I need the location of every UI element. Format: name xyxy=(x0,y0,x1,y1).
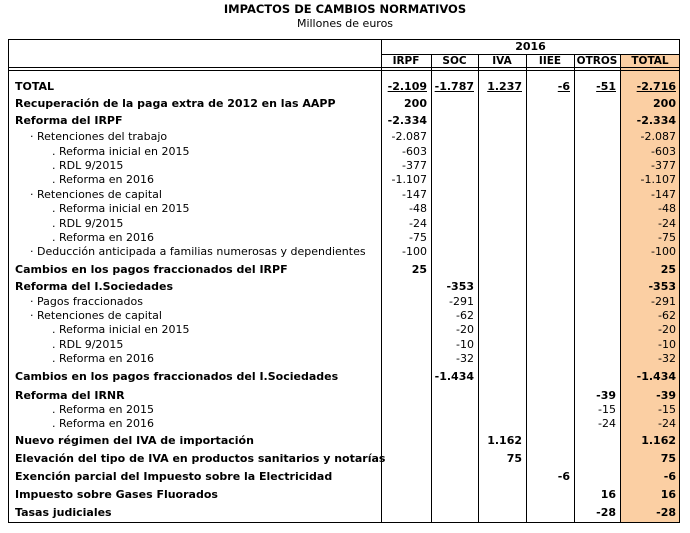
header-double-line xyxy=(8,70,680,71)
cell-soc: -20 xyxy=(456,323,474,336)
cell-iiee: -6 xyxy=(557,80,570,93)
row-label: Reforma del I.Sociedades xyxy=(15,280,174,293)
table-row xyxy=(0,79,690,95)
table-row xyxy=(0,279,690,295)
cell-irpf: -24 xyxy=(409,217,427,230)
report-title: IMPACTOS DE CAMBIOS NORMATIVOS xyxy=(223,2,467,16)
table-row xyxy=(0,129,690,145)
row-label: . Reforma en 2015 xyxy=(52,403,155,416)
cell-total: -10 xyxy=(658,338,676,351)
cell-total: -24 xyxy=(658,417,676,430)
row-label: Nuevo régimen del IVA de importación xyxy=(15,434,254,447)
row-label: . Reforma inicial en 2015 xyxy=(52,323,190,336)
bullet-dot: · xyxy=(30,245,37,258)
table-row xyxy=(0,469,690,485)
row-label: Impuesto sobre Gases Fluorados xyxy=(15,488,218,501)
cell-otros: -51 xyxy=(596,80,616,93)
column-header-iva: IVA xyxy=(492,55,512,67)
cell-total: -48 xyxy=(658,202,676,215)
cell-total: -147 xyxy=(651,188,676,201)
row-label: Cambios en los pagos fraccionados del IRPF xyxy=(15,263,288,276)
cell-otros: -15 xyxy=(598,403,616,416)
cell-total: 1.162 xyxy=(641,434,676,447)
table-row xyxy=(0,451,690,467)
column-header-irpf: IRPF xyxy=(392,55,420,67)
row-label: Deducción anticipada a familias numerosas y dependientes xyxy=(37,245,366,258)
cell-soc: -1.787 xyxy=(434,80,474,93)
cell-total: -2.087 xyxy=(640,130,676,143)
bullet-dot: · xyxy=(30,309,37,322)
row-label: Retenciones del trabajo xyxy=(37,130,168,143)
cell-total: -32 xyxy=(658,352,676,365)
cell-total: -39 xyxy=(656,389,676,402)
row-label: Reforma del IRNR xyxy=(15,389,125,402)
table-row xyxy=(0,487,690,503)
row-label: . Reforma inicial en 2015 xyxy=(52,145,190,158)
cell-irpf: -100 xyxy=(402,245,427,258)
cell-total: -2.334 xyxy=(636,114,676,127)
cell-total: -1.434 xyxy=(636,370,676,383)
bullet-dot: · xyxy=(30,295,37,308)
row-label: . Reforma en 2016 xyxy=(52,417,155,430)
cell-total: 75 xyxy=(660,452,676,465)
cell-total: -28 xyxy=(656,506,676,519)
cell-total: -20 xyxy=(658,323,676,336)
bullet-dot: · xyxy=(30,130,37,143)
column-header-iiee: IIEE xyxy=(538,55,562,67)
row-label: . Reforma inicial en 2015 xyxy=(52,202,190,215)
year-header: 2016 xyxy=(515,40,546,53)
cell-total: -75 xyxy=(658,231,676,244)
cell-total: 200 xyxy=(653,97,676,110)
row-label: Retenciones de capital xyxy=(37,188,162,201)
cell-total: -100 xyxy=(651,245,676,258)
cell-irpf: -2.334 xyxy=(387,114,427,127)
cell-total: -353 xyxy=(648,280,676,293)
header-bottom-line xyxy=(8,67,680,68)
table-row xyxy=(0,505,690,521)
cell-otros: -28 xyxy=(596,506,616,519)
cell-soc: -32 xyxy=(456,352,474,365)
row-label: TOTAL xyxy=(15,80,55,93)
cell-soc: -62 xyxy=(456,309,474,322)
bullet-dot: · xyxy=(30,188,37,201)
cell-soc: -1.434 xyxy=(434,370,474,383)
cell-irpf: -2.109 xyxy=(387,80,427,93)
row-label: Tasas judiciales xyxy=(15,506,112,519)
report-subtitle: Millones de euros xyxy=(296,17,394,30)
cell-iva: 1.237 xyxy=(487,80,522,93)
cell-soc: -10 xyxy=(456,338,474,351)
row-label-wrap xyxy=(30,129,167,145)
column-header-total: TOTAL xyxy=(631,55,669,67)
cell-iiee: -6 xyxy=(557,470,570,483)
row-label: . Reforma en 2016 xyxy=(52,231,155,244)
table-row xyxy=(0,433,690,449)
table-row xyxy=(0,113,690,129)
row-label: . RDL 9/2015 xyxy=(52,159,124,172)
cell-total: -291 xyxy=(651,295,676,308)
cell-total: -24 xyxy=(658,217,676,230)
cell-total: -2.716 xyxy=(636,80,676,93)
table-row xyxy=(0,201,690,217)
cell-total: -15 xyxy=(658,403,676,416)
cell-irpf: -75 xyxy=(409,231,427,244)
cell-iva: 1.162 xyxy=(487,434,522,447)
table-row xyxy=(0,96,690,112)
cell-irpf: 200 xyxy=(404,97,427,110)
row-label: Pagos fraccionados xyxy=(37,295,143,308)
cell-irpf: 25 xyxy=(411,263,427,276)
cell-total: -6 xyxy=(663,470,676,483)
cell-irpf: -1.107 xyxy=(391,173,427,186)
table-row xyxy=(0,244,690,260)
table-row xyxy=(0,172,690,188)
table-row xyxy=(0,416,690,432)
row-label: Reforma del IRPF xyxy=(15,114,123,127)
cell-irpf: -48 xyxy=(409,202,427,215)
column-header-otros: OTROS xyxy=(576,55,618,67)
cell-soc: -291 xyxy=(449,295,474,308)
table-row xyxy=(0,369,690,385)
cell-irpf: -377 xyxy=(402,159,427,172)
row-label: . Reforma en 2016 xyxy=(52,173,155,186)
row-label: . RDL 9/2015 xyxy=(52,217,124,230)
cell-total: -62 xyxy=(658,309,676,322)
row-label: Exención parcial del Impuesto sobre la Electricidad xyxy=(15,470,333,483)
row-label: Cambios en los pagos fraccionados del I.Sociedades xyxy=(15,370,339,383)
row-label: . Reforma en 2016 xyxy=(52,352,155,365)
cell-irpf: -603 xyxy=(402,145,427,158)
row-label: Retenciones de capital xyxy=(37,309,162,322)
cell-iva: 75 xyxy=(506,452,522,465)
row-label: Elevación del tipo de IVA en productos sanitarios y notarías xyxy=(15,452,386,465)
cell-soc: -353 xyxy=(446,280,474,293)
table-row xyxy=(0,322,690,338)
cell-total: -603 xyxy=(651,145,676,158)
cell-total: 16 xyxy=(660,488,676,501)
cell-total: -1.107 xyxy=(640,173,676,186)
table-row xyxy=(0,351,690,367)
row-label-wrap xyxy=(30,244,366,260)
cell-total: 25 xyxy=(660,263,676,276)
cell-total: -377 xyxy=(651,159,676,172)
cell-otros: -24 xyxy=(598,417,616,430)
cell-irpf: -147 xyxy=(402,188,427,201)
cell-otros: 16 xyxy=(600,488,616,501)
row-label: Recuperación de la paga extra de 2012 en las AAPP xyxy=(15,97,336,110)
column-header-soc: SOC xyxy=(442,55,467,67)
cell-irpf: -2.087 xyxy=(391,130,427,143)
cell-otros: -39 xyxy=(596,389,616,402)
row-label: . RDL 9/2015 xyxy=(52,338,124,351)
table-row xyxy=(0,262,690,278)
